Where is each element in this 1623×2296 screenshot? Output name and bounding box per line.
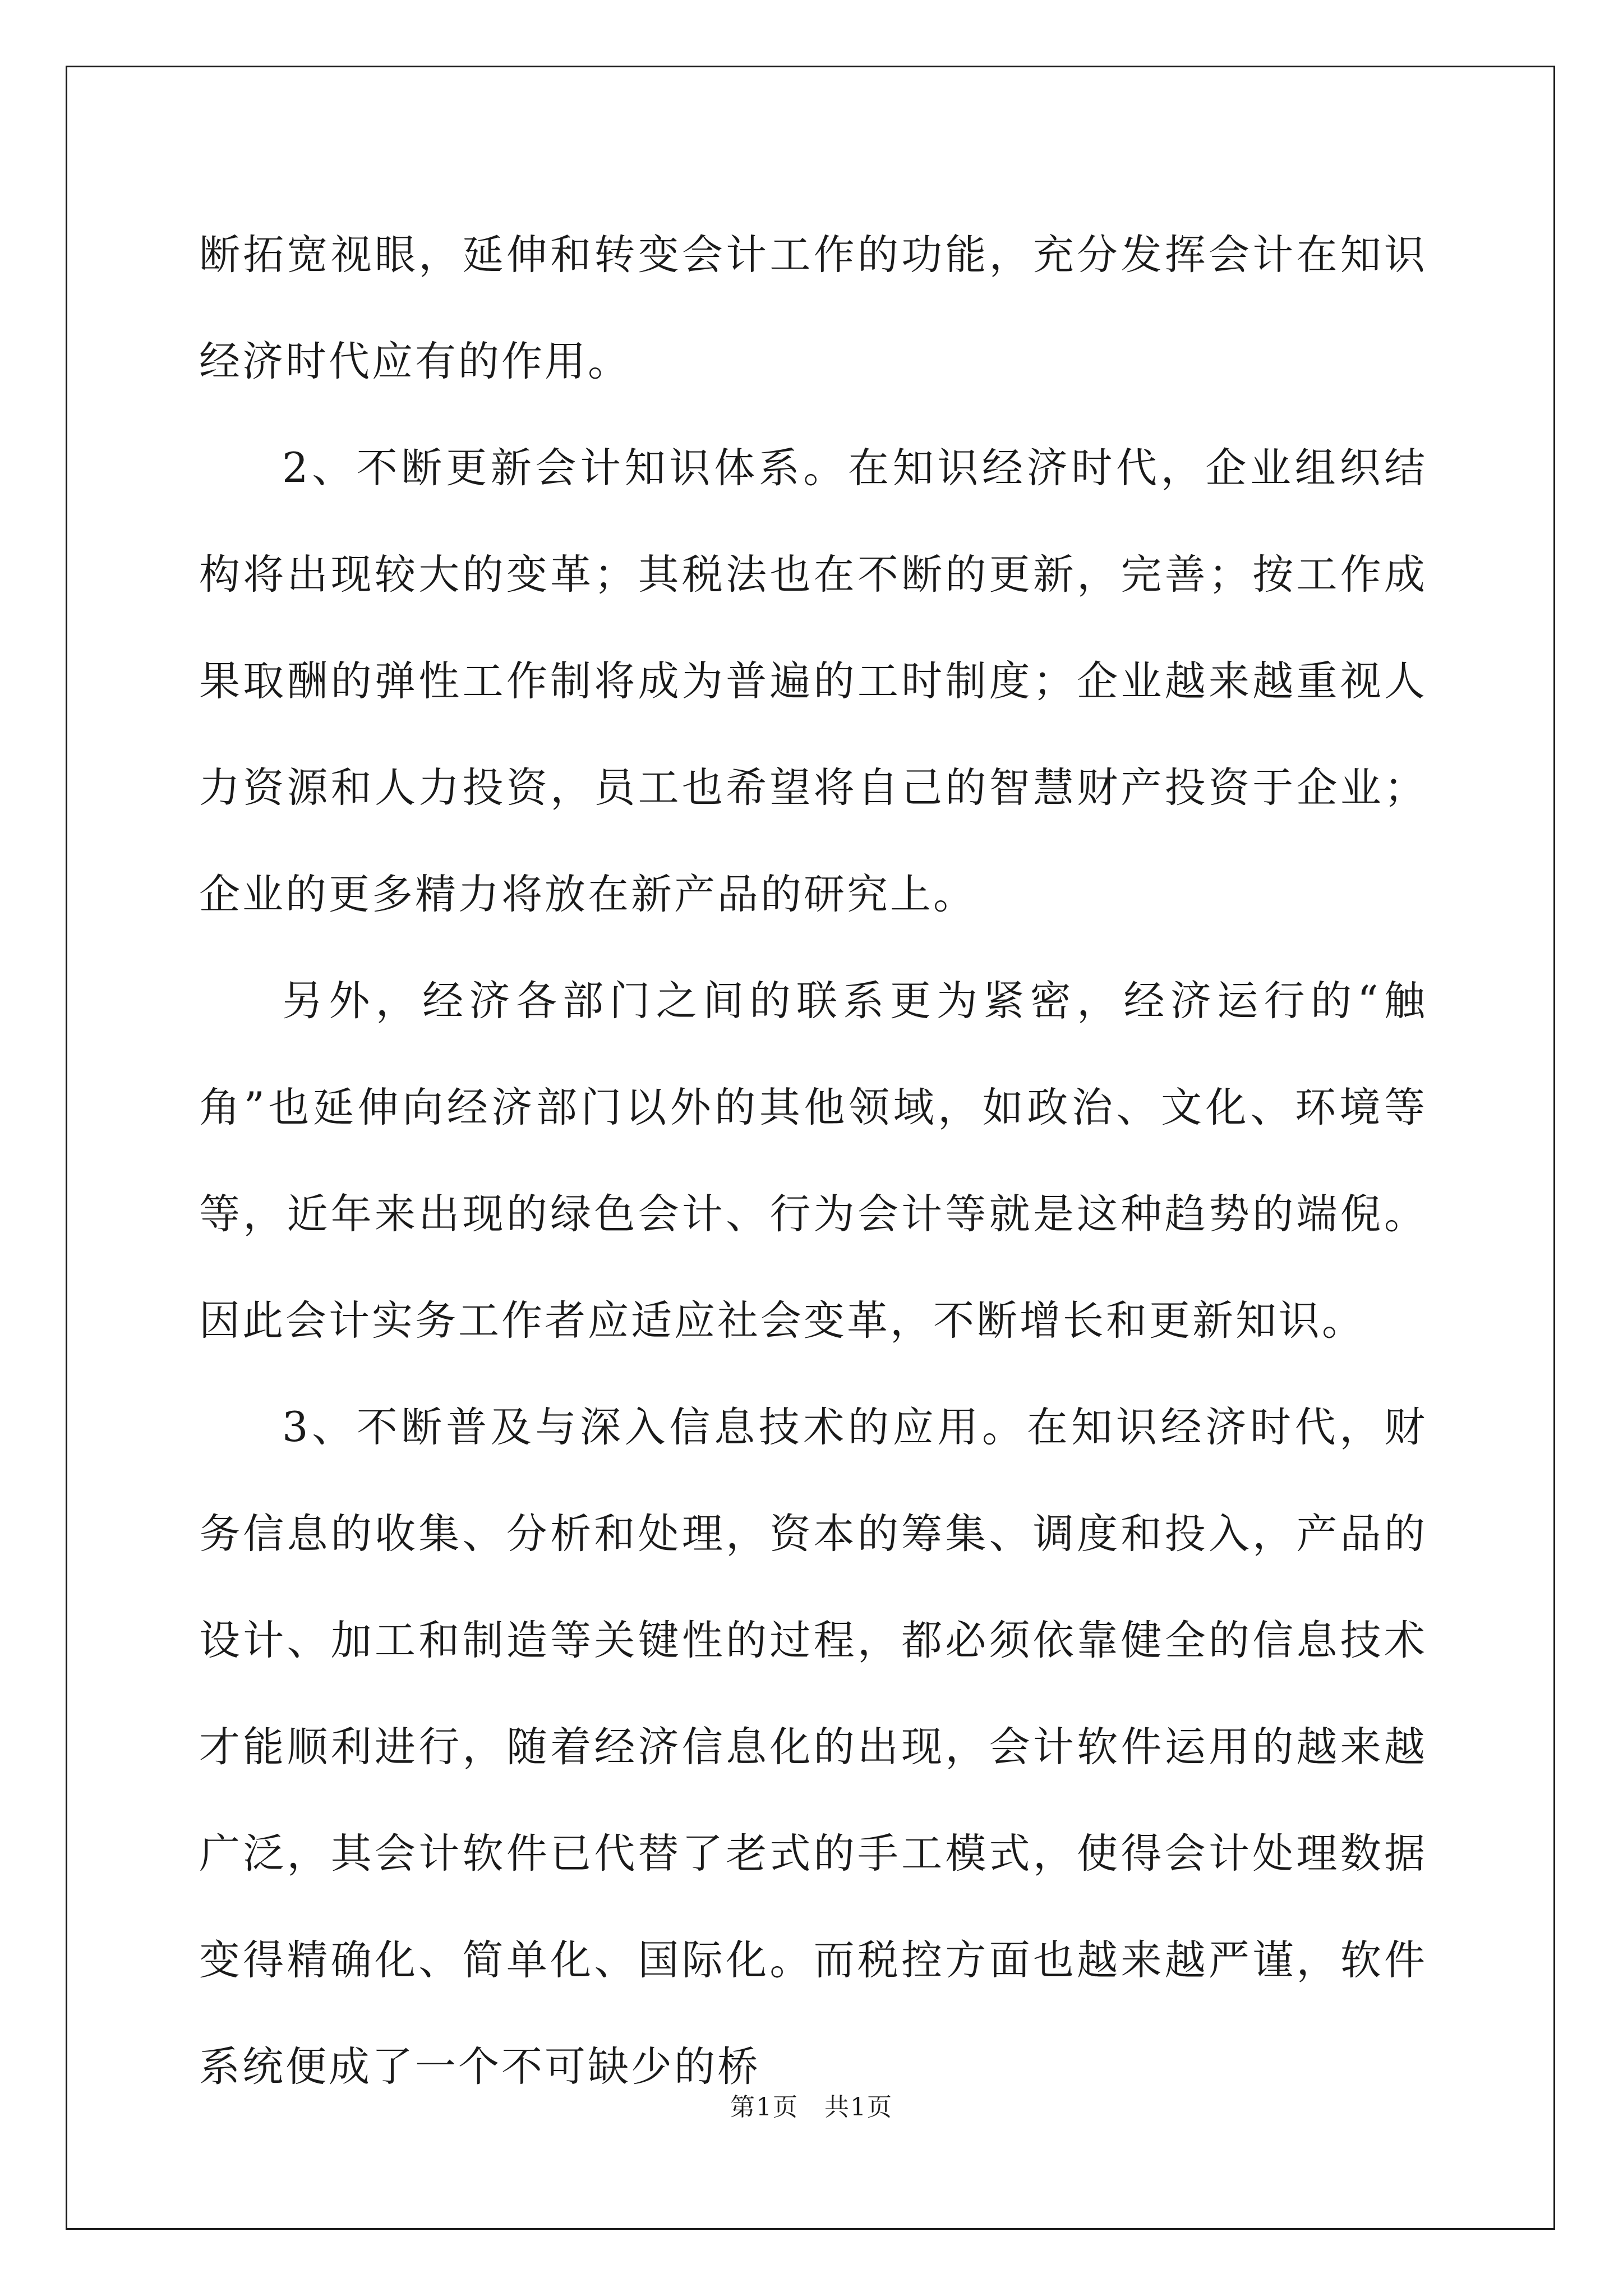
paragraph-3: 另外，经济各部门之间的联系更为紧密，经济运行的“触角”也延伸向经济部门以外的其他领域，如政治、文化、环境等等，近年来出现的绿色会计、行为会计等就是这种趋势的端倪。因此会计实务工作者应适应社会变革，不断增长和更新知识。 — [199, 977, 1427, 1345]
page-footer: 第1页 共1页 — [730, 2093, 893, 2122]
paragraph-2: 2、不断更新会计知识体系。在知识经济时代，企业组织结构将出现较大的变革；其税法也在不断的更新，完善；按工作成果取酬的弹性工作制将成为普遍的工时制度；企业越来越重视人力资源和人力投资，员工也希望将自己的智慧财产投资于企业；企业的更多精力将放在新产品的研究上。 — [199, 444, 1427, 918]
paragraph-4: 3、不断普及与深入信息技术的应用。在知识经济时代，财务信息的收集、分析和处理，资本的筹集、调度和投入，产品的设计、加工和制造等关键性的过程，都必须依靠健全的信息技术才能顺利进行，随着经济信息化的出现，会计软件运用的越来越广泛，其会计软件已代替了老式的手工模式，使得会计处理数据变得精确化、简单化、国际化。而税控方面也越来越严谨，软件系统便成了一个不可缺少的桥 — [199, 1404, 1427, 2091]
paragraph-1: 断拓宽视眼，延伸和转变会计工作的功能，充分发挥会计在知识经济时代应有的作用。 — [199, 231, 1427, 385]
document-body — [199, 202, 1427, 2120]
